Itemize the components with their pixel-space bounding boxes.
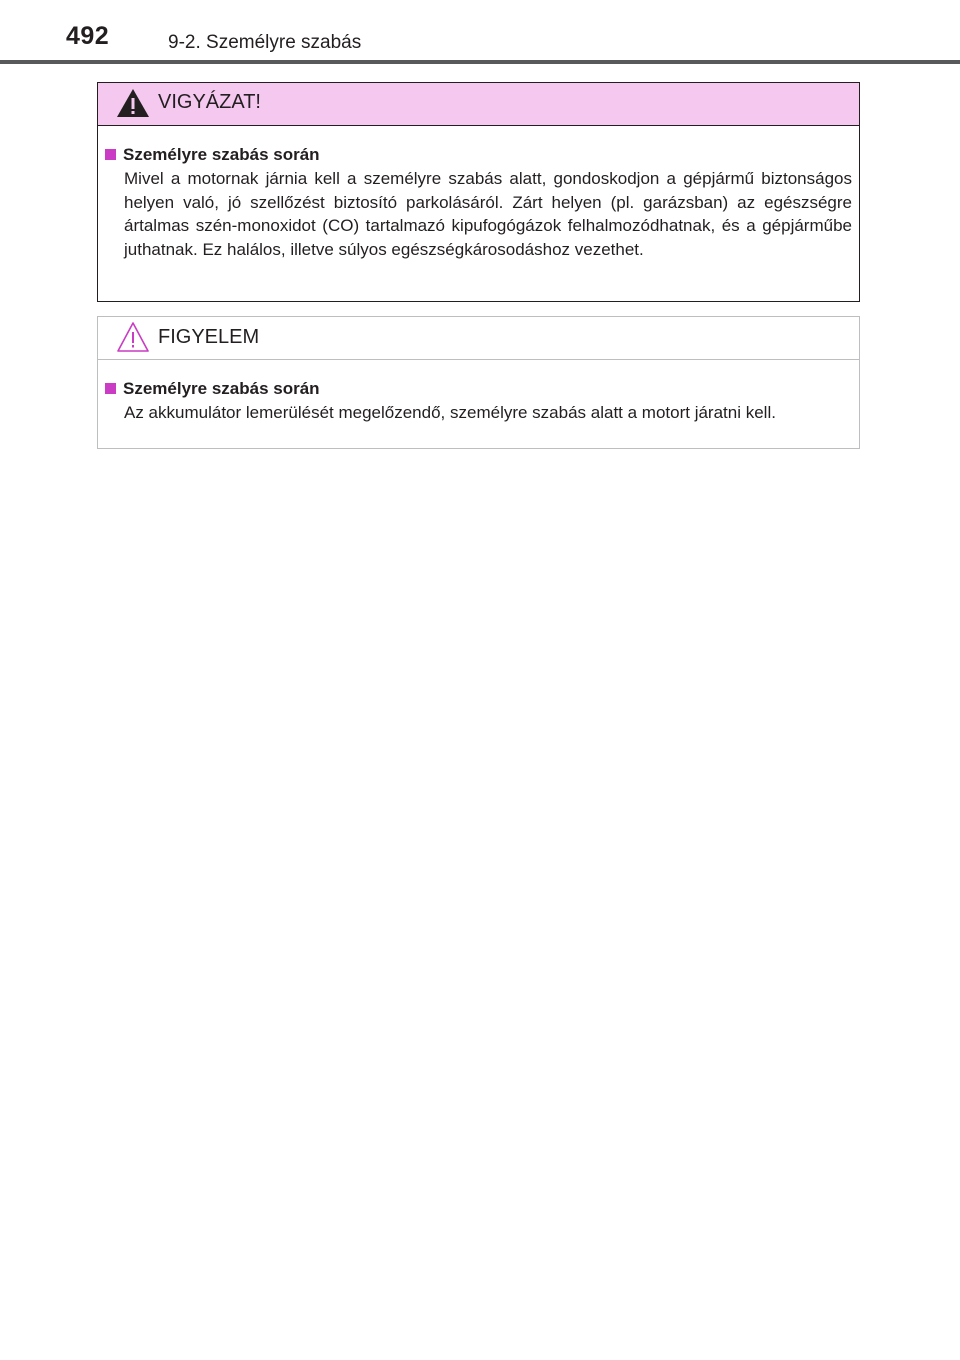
section-title: 9-2. Személyre szabás (168, 32, 362, 53)
warning-box-title: VIGYÁZAT! (158, 91, 261, 113)
notice-box (97, 316, 860, 449)
notice-subheading-text: Személyre szabás során (123, 379, 320, 398)
notice-box-header (98, 317, 859, 360)
warning-paragraph: Mivel a motornak járnia kell a személyre szabás alatt, gondoskodjon a gépjármű biztonságos helyen való, jó szellőzést biztosító parkolásáról. Zárt helyen (pl. garázsban) az egészségre ártalmas szén-monoxidot (CO) tartalmazó kipufogógázok felhalmozódhatnak, és a gépjárműbe juthatnak. Ez halálos, illetve súlyos egészségkárosodáshoz vezethet. (124, 169, 852, 259)
page-number: 492 (66, 22, 110, 50)
notice-box-title: FIGYELEM (158, 326, 260, 348)
header-divider (0, 60, 960, 64)
page-header (0, 0, 960, 62)
warning-triangle-icon (116, 88, 150, 118)
bullet-square-icon (105, 149, 116, 160)
warning-subheading (105, 144, 852, 165)
notice-subheading (105, 378, 852, 399)
notice-box-body (98, 360, 859, 425)
warning-subheading-text: Személyre szabás során (123, 145, 320, 164)
bullet-square-icon (105, 383, 116, 394)
warning-box-body (98, 126, 859, 261)
caution-triangle-icon (116, 321, 150, 353)
warning-box-header (98, 83, 859, 126)
warning-box (97, 82, 860, 302)
notice-paragraph: Az akkumulátor lemerülését megelőzendő, személyre szabás alatt a motort járatni kell. (124, 403, 776, 422)
